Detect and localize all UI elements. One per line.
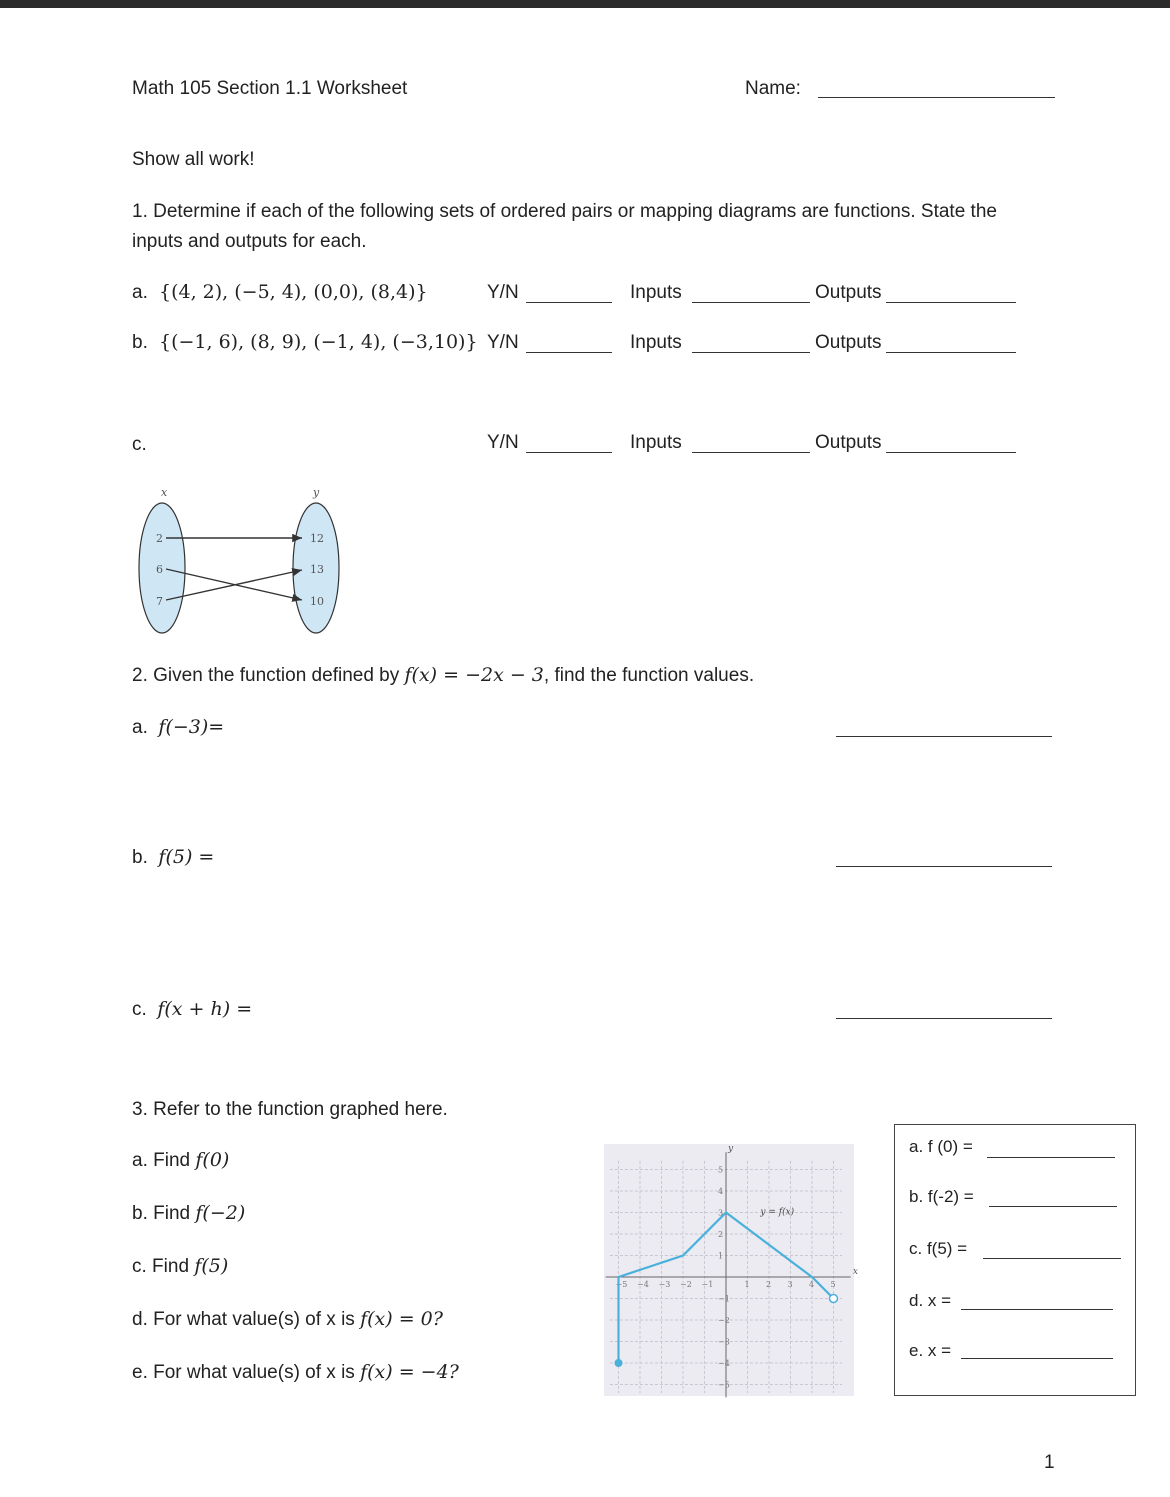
q3b (132, 1202, 245, 1225)
y-tick-label: −1 (718, 1294, 730, 1304)
box-field-c[interactable] (983, 1258, 1121, 1259)
name-field[interactable] (818, 97, 1055, 98)
box-label-a: a. f (0) = (909, 1137, 973, 1156)
box-answer-a (909, 1137, 973, 1157)
function-graph (604, 1144, 858, 1396)
top-border (0, 0, 1170, 8)
q1c-yn-field[interactable] (526, 452, 612, 453)
q1a-outputs-label: Outputs (815, 282, 882, 303)
q2c-expr: f(x + h) = (157, 998, 253, 1020)
q3d (132, 1308, 443, 1331)
q3a-label: a. Find (132, 1150, 196, 1171)
q3c-expr: f(5) (194, 1255, 229, 1277)
x-tick-label: −3 (658, 1280, 671, 1289)
q3e-label: e. For what value(s) of x is (132, 1362, 361, 1383)
q1b-inputs-field[interactable] (692, 352, 810, 353)
domain-value: 7 (156, 595, 163, 608)
q2c-answer-field[interactable] (836, 1018, 1052, 1019)
y-tick-label: 5 (718, 1165, 724, 1175)
x-axis-label: x (852, 1267, 858, 1277)
function-graph-panel (604, 1144, 858, 1396)
y-tick-label: 3 (718, 1208, 724, 1218)
range-label: y (313, 486, 320, 499)
q2b-answer-field[interactable] (836, 866, 1052, 867)
box-answer-d (909, 1291, 951, 1311)
q1b-inputs-label: Inputs (630, 332, 682, 353)
q1a-inputs-field[interactable] (692, 302, 810, 303)
q1c-outputs-field[interactable] (886, 452, 1016, 453)
q3a-expr: f(0) (195, 1149, 230, 1171)
name-label: Name: (745, 78, 801, 99)
y-tick-label: −5 (718, 1380, 730, 1390)
x-tick-label: −1 (701, 1280, 714, 1289)
x-tick-label: 5 (830, 1280, 836, 1289)
q1c-yn-label: Y/N (487, 432, 519, 453)
box-answer-c (909, 1239, 967, 1259)
domain-value: 2 (156, 532, 163, 545)
y-axis-label: y (728, 1144, 734, 1155)
q3-prompt: 3. Refer to the function graphed here. (132, 1099, 448, 1120)
q1a-label: a. (132, 282, 148, 303)
q1c-inputs-field[interactable] (692, 452, 810, 453)
box-label-b: b. f(-2) = (909, 1187, 974, 1206)
q3b-label: b. Find (132, 1203, 196, 1224)
q1a-set: {(4, 2), (−5, 4), (0,0), (8,4)} (159, 281, 428, 303)
q1a-outputs-field[interactable] (886, 302, 1016, 303)
q2b (132, 846, 214, 869)
q1-prompt-line2: inputs and outputs for each. (132, 231, 367, 252)
y-tick-label: −4 (718, 1359, 730, 1368)
y-tick-label: −2 (718, 1316, 730, 1325)
x-tick-label: −2 (680, 1280, 692, 1289)
q1c-label: c. (132, 434, 147, 455)
q1b-label: b. (132, 332, 148, 353)
box-field-a[interactable] (987, 1157, 1115, 1158)
q3e-expr: f(x) = −4? (360, 1361, 459, 1383)
q3d-expr: f(x) = 0? (360, 1308, 443, 1330)
box-label-e: e. x = (909, 1341, 952, 1360)
q3e (132, 1361, 459, 1384)
q1b-set: {(−1, 6), (8, 9), (−1, 4), (−3,10)} (159, 331, 478, 353)
q2-function: f(x) = −2x − 3 (404, 664, 544, 686)
q2a-label: a. (132, 717, 148, 738)
x-tick-label: 4 (809, 1280, 815, 1289)
q2b-label: b. (132, 847, 148, 868)
q2c-label: c. (132, 999, 147, 1020)
q2-prompt (132, 664, 754, 687)
box-label-c: c. f(5) = (909, 1239, 968, 1258)
q1b-yn-label: Y/N (487, 332, 519, 353)
q3c (132, 1255, 228, 1278)
y-tick-label: 1 (718, 1251, 724, 1261)
range-value: 13 (310, 563, 324, 576)
q3c-label: c. Find (132, 1256, 195, 1277)
domain-label: x (161, 486, 168, 499)
q1-prompt-line1: 1. Determine if each of the following sets of ordered pairs or mapping diagrams are functions. State the (132, 201, 997, 222)
q1b-outputs-field[interactable] (886, 352, 1016, 353)
x-tick-label: −5 (615, 1280, 628, 1289)
mapping-diagram (130, 478, 360, 640)
q2a-expr: f(−3)= (158, 716, 225, 738)
q3a (132, 1149, 229, 1172)
q2a-answer-field[interactable] (836, 736, 1052, 737)
q2-prompt-pre: 2. Given the function defined by (132, 665, 405, 686)
instructions: Show all work! (132, 149, 255, 170)
q2a (132, 716, 224, 739)
q1b-outputs-label: Outputs (815, 332, 882, 353)
q3b-expr: f(−2) (195, 1202, 246, 1224)
x-tick-label: 3 (787, 1280, 793, 1289)
curve-label: y = f(x) (760, 1207, 795, 1218)
page-number: 1 (1044, 1452, 1055, 1473)
x-tick-label: −4 (637, 1280, 649, 1289)
open-endpoint (830, 1295, 838, 1303)
range-value: 12 (310, 532, 324, 545)
q1c-inputs-label: Inputs (630, 432, 682, 453)
domain-value: 6 (156, 563, 163, 576)
range-value: 10 (310, 595, 324, 608)
answer-box (894, 1124, 1136, 1396)
q2c (132, 998, 252, 1021)
q1a-yn-field[interactable] (526, 302, 612, 303)
box-field-d[interactable] (961, 1309, 1113, 1310)
y-tick-label: 4 (718, 1187, 724, 1196)
worksheet-title: Math 105 Section 1.1 Worksheet (132, 78, 408, 99)
box-label-d: d. x = (909, 1291, 952, 1310)
q1c-outputs-label: Outputs (815, 432, 882, 453)
x-tick-label: 1 (744, 1280, 750, 1289)
y-tick-label: −3 (718, 1337, 730, 1347)
box-field-b[interactable] (989, 1206, 1117, 1207)
q3d-label: d. For what value(s) of x is (132, 1309, 361, 1330)
box-field-e[interactable] (961, 1358, 1113, 1359)
q1b-yn-field[interactable] (526, 352, 612, 353)
closed-endpoint (615, 1359, 623, 1367)
x-tick-label: 2 (766, 1280, 772, 1289)
q1a-inputs-label: Inputs (630, 282, 682, 303)
q2b-expr: f(5) = (158, 846, 215, 868)
box-answer-e (909, 1341, 951, 1361)
q2-prompt-post: , find the function values. (543, 665, 755, 686)
q1a-yn-label: Y/N (487, 282, 519, 303)
box-answer-b (909, 1187, 974, 1207)
y-tick-label: 2 (718, 1230, 724, 1239)
